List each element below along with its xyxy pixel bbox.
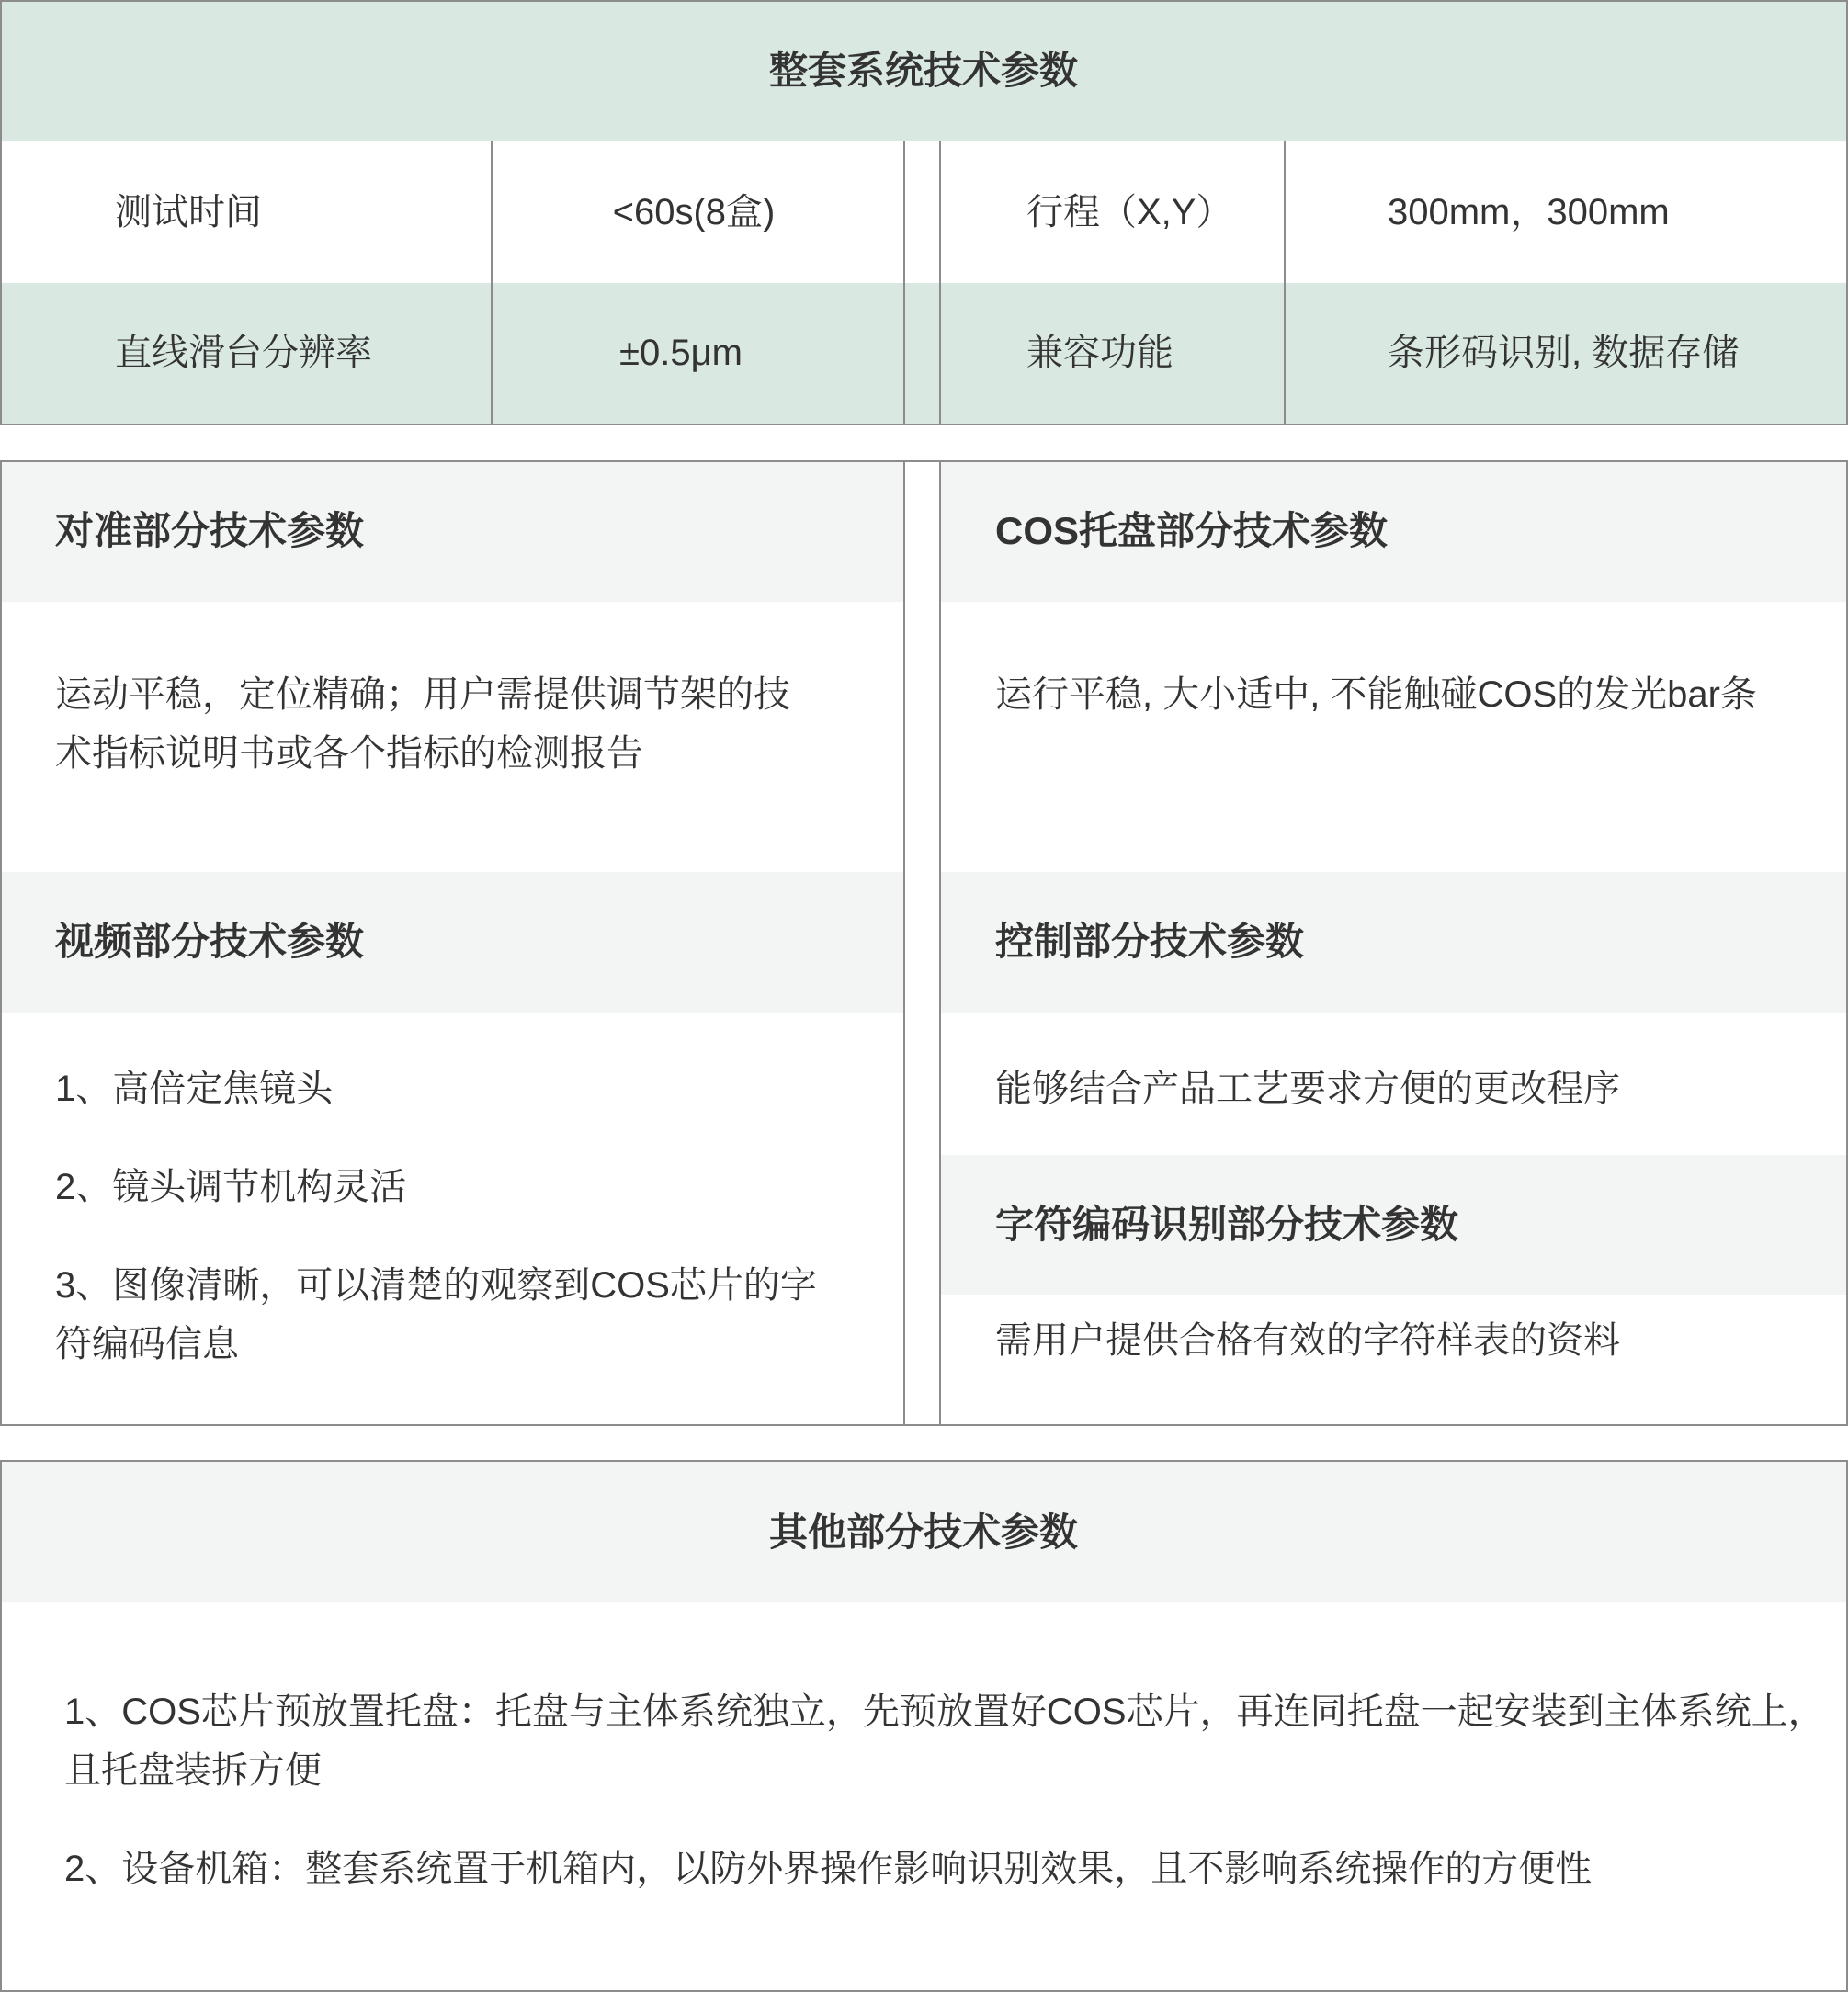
control-title: 控制部分技术参数 — [995, 920, 1305, 963]
alignment-line-2: 术指标说明书或各个指标的检测报告 — [55, 733, 643, 774]
system-params-title: 整套系统技术参数 — [768, 49, 1079, 92]
system-col-divider-2 — [903, 141, 905, 425]
video-item-3: 3、图像清晰，可以清楚的观察到COS芯片的字 — [55, 1265, 817, 1306]
control-text: 能够结合产品工艺要求方便的更改程序 — [995, 1069, 1620, 1109]
alignment-line-1: 运动平稳，定位精确；用户需提供调节架的技 — [55, 674, 790, 715]
system-col-divider-1 — [491, 141, 493, 425]
compat-label: 兼容功能 — [1026, 333, 1173, 373]
ocr-title: 字符编码识别部分技术参数 — [995, 1203, 1459, 1246]
video-title: 视频部分技术参数 — [55, 920, 365, 963]
test-time-label: 测试时间 — [115, 192, 262, 232]
tray-title: COS托盘部分技术参数 — [995, 509, 1389, 552]
slide-resolution-value: ±0.5μm — [619, 333, 743, 373]
ocr-text: 需用户提供合格有效的字符样表的资料 — [995, 1320, 1620, 1361]
video-item-3-cont: 符编码信息 — [55, 1324, 239, 1364]
system-col-divider-3 — [939, 141, 941, 425]
tray-text: 运行平稳, 大小适中, 不能触碰COS的发光bar条 — [995, 674, 1757, 715]
test-time-value: <60s(8盒) — [612, 192, 776, 232]
other-item-1 — [64, 1682, 1825, 1800]
video-item-1: 1、高倍定焦镜头 — [55, 1069, 334, 1109]
other-params-title: 其他部分技术参数 — [768, 1511, 1079, 1554]
alignment-title: 对准部分技术参数 — [55, 509, 365, 552]
system-col-divider-4 — [1284, 141, 1286, 425]
other-item-1-line-1: 1、COS芯片预放置托盘：托盘与主体系统独立，先预放置好COS芯片，再连同托盘一起安装到主体系统上， — [64, 1692, 1825, 1732]
other-item-2: 2、设备机箱：整套系统置于机箱内，以防外界操作影响识别效果，且不影响系统操作的方便性 — [64, 1849, 1593, 1889]
other-item-1-line-2: 且托盘装拆方便 — [64, 1750, 322, 1791]
travel-value: 300mm，300mm — [1388, 192, 1670, 232]
modules-divider-left — [903, 460, 905, 1426]
slide-resolution-label: 直线滑台分辨率 — [115, 333, 372, 373]
compat-value: 条形码识别, 数据存储 — [1388, 333, 1740, 373]
alignment-text — [55, 665, 790, 783]
video-item-2: 2、镜头调节机构灵活 — [55, 1167, 407, 1207]
travel-label: 行程（X,Y） — [1026, 192, 1233, 232]
